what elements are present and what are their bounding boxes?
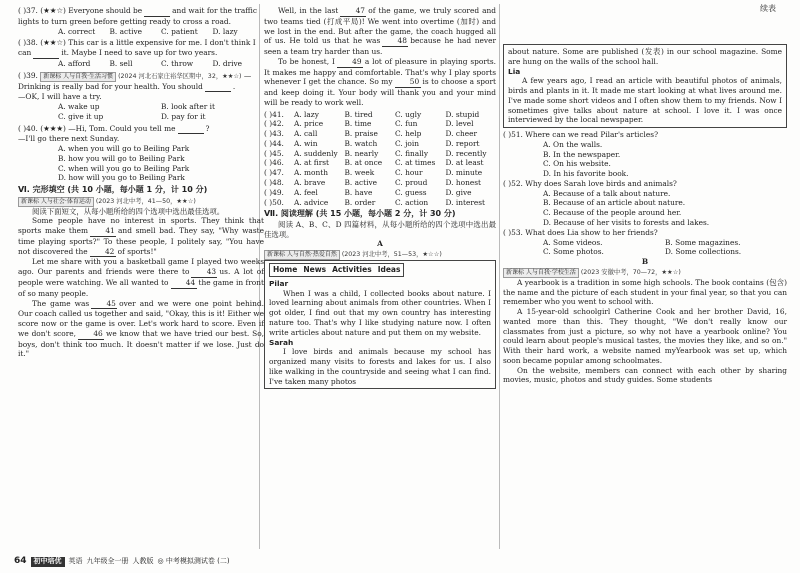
question-number: ( )41. bbox=[264, 109, 284, 119]
question-52: ( )52. Why does Sarah love birds and animals? bbox=[503, 178, 677, 188]
cloze-option-row bbox=[264, 198, 496, 208]
option[interactable]: A. call bbox=[294, 129, 318, 139]
option[interactable]: A. at first bbox=[294, 158, 329, 168]
continued-label: 续表 bbox=[760, 4, 776, 13]
option[interactable]: B. have bbox=[344, 187, 373, 197]
option[interactable]: D. give bbox=[445, 187, 472, 197]
cloze-paragraph-5: To be honest, I 49 a lot of pleasure in playing sports. It makes me happy and comfortable. That's why I play sports whenever I get the chance. So my 50 is to choose a sport and keep doing it. Your body will thank you and your mind will be ready to work well. bbox=[264, 56, 496, 107]
nav-activities[interactable]: Activities bbox=[332, 265, 372, 275]
option[interactable]: B. time bbox=[344, 119, 372, 129]
question-51: ( )51. Where can we read Pilar's articles? bbox=[503, 130, 659, 140]
column-divider bbox=[499, 4, 500, 549]
passage-b-label: B bbox=[641, 257, 649, 267]
answer-blank[interactable] bbox=[33, 48, 59, 59]
question-number: ( )47. bbox=[264, 168, 284, 178]
option[interactable]: D. report bbox=[445, 138, 480, 148]
question-number: ( )46. bbox=[264, 158, 284, 168]
option[interactable]: D. level bbox=[445, 119, 474, 129]
answer-blank[interactable] bbox=[144, 6, 170, 17]
option[interactable]: D. cheer bbox=[445, 129, 478, 139]
cloze-option-row bbox=[264, 168, 496, 178]
question-53: ( )53. What does Lia show to her friends? bbox=[503, 227, 658, 237]
options-40: A. when you will go to Beiling Park B. how you will go to Beiling Park C. when will you go to Beiling Park D. how will you go to Beiling Park bbox=[58, 144, 190, 183]
answer-blank[interactable] bbox=[205, 82, 231, 93]
column-middle: Well, in the last 47 of the game, we truly scored and two teams tied (打成平局)! We went into overtime (加时) and we lost in the end. But after the game, the coach hugged all of us. He told us that he was 48 because he had never seen a team try harder than us. To be honest, I 49 a lot of pleasure in playing sports. It makes me happy and comfortable. That's why I play sports whenever I get the chance. So my 50 is to choose a sport and keep doing it. Your body will thank you and your mind will be ready to work well. ( )41. A. lazy B. tired C. ugly D. stupid ( )42. A. price B. time C. fun D. level ( )43. A. call B. praise C. help D. cheer ( )44. A. win B. watch C. join D. report ( )45. A. suddenly B. nearly C. finally D. recently ( )46. A. at first B. at once C. at times D. at least ( )47. A. month B. week C. hour D. minute ( )48. A. brave B. active C. proud D. honest ( )49. A. feel B. have C. guess D. give ( )50. A. advice B. order C. action D. interest Ⅶ. 阅读理解 (共 15 小题，每小题 2 分，计 30 分) 阅读 A、B、C、D 四篇材料，从每小题所给的四个选项中选出最佳选项。 A 新课标 人与自然·热爱自然 (2023 河北中考，51—53，★☆☆) Home News Activities Ideas Pilar When I was a child, I collected books about nature. I loved learning about animals from other countries. When I got older, I find out that my own country has interesting nature too. That's why I like studying nature now. I often write articles about nature and put them on my website. Sarah I love birds and animals because my school has organized many visits to forests and lakes for us. I also like walking in the countryside and seeing what I can find. I've taken many photos bbox=[264, 6, 496, 389]
cloze-option-row bbox=[264, 188, 496, 198]
cloze-options-list bbox=[264, 110, 496, 208]
options-39: A. wake up B. look after it C. give it up D. pay for it bbox=[58, 102, 215, 121]
option[interactable]: C. at times bbox=[395, 158, 436, 168]
cloze-paragraph-3: The game was 45 over and we were one point behind. Our coach called us together and said, "Okay, this is it! Either we score now or the game is over. Let's work hard to score. Even if we don't score, 46 we know that we have tried our best. So, boys, don't think too much. It doesn't matter if we lose. Just do it." bbox=[18, 298, 264, 359]
option[interactable]: C. finally bbox=[395, 148, 429, 158]
option[interactable]: A. price bbox=[294, 119, 324, 129]
option[interactable]: A. feel bbox=[294, 187, 318, 197]
question-number: ( )48. bbox=[264, 178, 284, 188]
nav-ideas[interactable]: Ideas bbox=[377, 265, 401, 275]
cloze-option-row bbox=[264, 158, 496, 168]
website-box-continued: about nature. Some are published (发表) in our school magazine. Some are hung on the walls of the school hall. Lia A few years ago, I read an article with beautiful photos of animals, birds and plants in it. It made me start looking at what lives around me. I've made some short videos and I often show them to my friends. Now I sometimes give talks about nature at school. I love it. I was once interviewed by the local newspaper. bbox=[503, 44, 787, 128]
option[interactable]: C. join bbox=[395, 138, 419, 148]
brand-logo: 初中培优 bbox=[31, 557, 65, 566]
question-number: ( )50. bbox=[264, 197, 284, 207]
nav-news[interactable]: News bbox=[303, 265, 327, 275]
option[interactable]: A. win bbox=[294, 138, 318, 148]
question-number: ( )42. bbox=[264, 119, 284, 129]
passage-a-label: A bbox=[377, 239, 383, 249]
option[interactable]: C. proud bbox=[395, 178, 428, 188]
section-reading-title: Ⅶ. 阅读理解 (共 15 小题，每小题 2 分，计 30 分) bbox=[264, 209, 456, 219]
option[interactable]: C. hour bbox=[395, 168, 423, 178]
column-left: ( )37. (★★☆) Everyone should be and wait for the traffic lights to turn green before getting ready to cross a road. A. correct B. active C. patient D. lazy ( )38. (★★☆) This car is a little expensive for me. I don't think I can it. Maybe I need to save up for two years. A. afford B. sell C. throw D. drive ( )39. 新课标 人与自我·生活习惯 (2024 河北石家庄裕华区期中，32，★★☆) —Drinking is really bad for your health. You should . —OK, I will have a try. A. wake up B. look after it C. give it up D. pay for it ( )40. (★★★) —Hi, Tom. Could you tell me ? —I'll go there next Sunday. A. when you will go to Beiling Park B. how you will go to Beiling Park C. when will you go to Beiling Park D. how will you go to Beiling Park Ⅵ. 完形填空 (共 10 小题，每小题 1 分，计 10 分) 新课标 人与社会·体育运动 (2023 河北中考，41—50，★★☆) 阅读下面短文，从每小题所给的四个选项中选出最佳选项。 Some people have no interest in sports. They think that sports make them 41 and smell bad. They say, "Why waste time playing sports?" To these people, I politely say, "You have not discovered the 42 of sports!" Let me share with you a basketball game I played two weeks ago. Our parents and friends were there to 43 us. A lot of people were watching. We all wanted to 44 the game in front of so many people. The game was 45 over and we were one point behind. Our coach called us together and said, "Okay, this is it! Either we score now or the game is over. Let's work hard to score. Even if we don't score, 46 we know that we have tried our best. So, boys, don't think too much. It doesn't matter if we lose. Just do it." bbox=[18, 6, 264, 359]
cloze-paragraph-1: Some people have no interest in sports. They think that sports make them 41 and smell bad. They say, "Why waste time playing sports?" To these people, I politely say, "You have not discovered the 42 of sports!" bbox=[18, 216, 264, 256]
page-footer: 64 初中培优 英语 九年级全一册 人教版 ◎ 中考模拟测试卷 (二) bbox=[14, 556, 230, 566]
option[interactable]: A. suddenly bbox=[294, 148, 338, 158]
question-number: ( )45. bbox=[264, 148, 284, 158]
options-38: A. afford B. sell C. throw D. drive bbox=[58, 58, 243, 68]
option[interactable]: A. month bbox=[294, 168, 328, 178]
question-38: ( )38. (★★☆) This car is a little expensive for me. I don't think I can it. Maybe I need to save up for two years. bbox=[18, 38, 256, 58]
option[interactable]: B. praise bbox=[344, 129, 378, 139]
page-number: 64 bbox=[14, 556, 27, 566]
cloze-option-row bbox=[264, 149, 496, 159]
option[interactable]: B. nearly bbox=[344, 148, 379, 158]
option[interactable]: D. honest bbox=[445, 178, 481, 188]
cloze-paragraph-4: Well, in the last 47 of the game, we truly scored and two teams tied (打成平局)! We went into overtime (加时) and we lost in the end. But after the game, the coach hugged all of us. He told us that he was 48 because he had never seen a team try harder than us. bbox=[264, 6, 497, 57]
option[interactable]: C. action bbox=[395, 197, 429, 207]
cloze-option-row bbox=[264, 129, 496, 139]
option[interactable]: C. ugly bbox=[395, 109, 422, 119]
option[interactable]: D. recently bbox=[445, 148, 487, 158]
website-nav bbox=[269, 263, 404, 277]
column-right: about nature. Some are published (发表) in our school magazine. Some are hung on the walls of the school hall. Lia A few years ago, I read an article with beautiful photos of animals, birds and plants in it. It made me start looking at what lives around me. I've made some short videos and I often show them to my friends. Now I sometimes give talks about nature at school. I love it. I was once interviewed by the local newspaper. ( )51. Where can we read Pilar's articles? A. On the walls. B. In the newspaper. C. On his website. D. In his favorite book. ( )52. Why does Sarah love birds and animals? A. Because of a talk about nature. B. Because of an article about nature. C. Because of the people around her. D. Because of her visits to forests and lakes. ( )53. What does Lia show to her friends? A. Some videos. B. Some magazines. C. Some photos. D. Some collections. B 新课标 人与自我·学校生活 (2023 安徽中考，70—72，★★☆) A yearbook is a tradition in some high schools. The book contains (包含) the name and the picture of each student in your final year, so that you can remember who you went to school with. A 15-year-old schoolgirl Catherine Cook and her brother David, 16, wanted more than this. They thought, "We don't really know our classmates from just a picture, so why not have a yearbook online? You could learn about people's musical tastes, the movies they like, and so on." With their hard work, a website named myYearbook was set up, which soon became popular among schoolmates. On the website, members can connect with each other by sharing movies, music, photos and study guides. Some students bbox=[503, 44, 787, 385]
website-box: Home News Activities Ideas Pilar When I was a child, I collected books about nature. I loved learning about animals from other countries. When I got older, I find out that my own country has interesting nature too. That's why I like studying nature now. I often write articles about nature and put them on my website. Sarah I love birds and animals because my school has organized many visits to forests and lakes for us. I also like walking in the countryside and seeing what I can find. I've taken many photos bbox=[264, 260, 496, 389]
option[interactable]: B. watch bbox=[344, 138, 378, 148]
cloze-option-row bbox=[264, 119, 496, 129]
option[interactable]: C. guess bbox=[395, 187, 427, 197]
question-number: ( )49. bbox=[264, 187, 284, 197]
option[interactable]: C. fun bbox=[395, 119, 418, 129]
option[interactable]: B. active bbox=[344, 178, 378, 188]
cloze-paragraph-2: Let me share with you a basketball game I played two weeks ago. Our parents and friends were there to 43 us. A lot of people were watching. We all wanted to 44 the game in front of so many people. bbox=[18, 257, 264, 298]
options-37: A. correct B. active C. patient D. lazy bbox=[58, 26, 238, 36]
option[interactable]: A. lazy bbox=[294, 109, 319, 119]
question-number: ( )44. bbox=[264, 138, 284, 148]
option[interactable]: D. minute bbox=[445, 168, 483, 178]
option[interactable]: B. week bbox=[344, 168, 375, 178]
option[interactable]: B. at once bbox=[344, 158, 383, 168]
section-cloze-title: Ⅵ. 完形填空 (共 10 小题，每小题 1 分，计 10 分) bbox=[18, 185, 208, 195]
option[interactable]: A. advice bbox=[294, 197, 329, 207]
question-number: ( )43. bbox=[264, 129, 284, 139]
cloze-option-row bbox=[264, 178, 496, 188]
nav-home[interactable]: Home bbox=[273, 265, 298, 275]
option[interactable]: B. tired bbox=[344, 109, 373, 119]
option[interactable]: D. at least bbox=[445, 158, 484, 168]
option[interactable]: B. order bbox=[344, 197, 376, 207]
option[interactable]: C. help bbox=[395, 129, 422, 139]
option[interactable]: D. interest bbox=[445, 197, 485, 207]
cloze-option-row bbox=[264, 110, 496, 120]
option[interactable]: A. brave bbox=[294, 178, 326, 188]
cloze-option-row bbox=[264, 139, 496, 149]
question-40: ( )40. (★★★) —Hi, Tom. Could you tell me ? —I'll go there next Sunday. bbox=[18, 123, 210, 144]
answer-blank[interactable] bbox=[178, 124, 204, 135]
option[interactable]: D. stupid bbox=[445, 109, 480, 119]
question-37: ( )37. (★★☆) Everyone should be and wait for the traffic lights to turn green before getting ready to cross a road. bbox=[18, 6, 258, 26]
question-39: ( )39. 新课标 人与自我·生活习惯 (2024 河北石家庄裕华区期中，32，★★☆) —Drinking is really bad for your health. You should . —OK, I will have a try. bbox=[18, 70, 252, 102]
